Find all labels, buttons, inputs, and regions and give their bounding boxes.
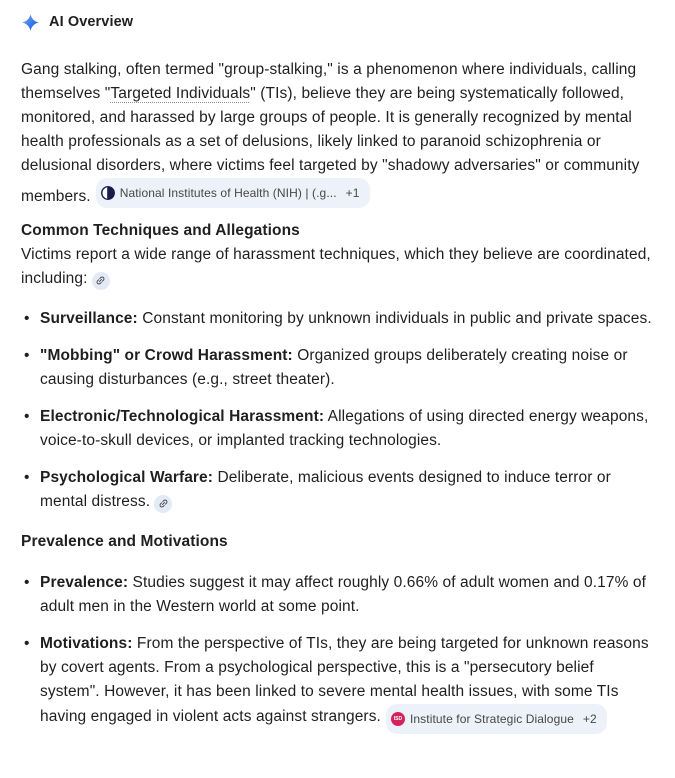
citation-more-count: +2 — [582, 712, 597, 726]
techniques-intro-paragraph — [21, 243, 653, 291]
list-item-psychological — [21, 466, 653, 514]
link-chain-icon — [155, 496, 171, 512]
targeted-individuals-link[interactable]: Targeted Individuals — [110, 85, 251, 102]
intro-paragraph — [21, 58, 653, 209]
list-item-surveillance — [21, 307, 653, 331]
link-icon-chip[interactable] — [92, 272, 110, 290]
ai-overview-title: AI Overview — [49, 14, 134, 30]
list-item-mobbing — [21, 344, 653, 392]
intro-text-pre: Gang stalking, often termed "group-stalking," is a phenomenon where individuals, calling themselves " — [21, 61, 637, 102]
ai-overview-header — [21, 12, 653, 32]
bullet-text: Deliberate, malicious events designed to induce terror or mental distress. — [40, 469, 611, 510]
citation-chip-nih[interactable] — [96, 178, 370, 208]
section-heading-prevalence: Prevalence and Motivations — [21, 533, 228, 550]
bullet-text: Constant monitoring by unknown individuals in public and private spaces. — [137, 310, 652, 327]
bullet-bold-label: Surveillance: — [40, 310, 138, 327]
ai-sparkle-icon — [21, 13, 40, 32]
bullet-bold-label: Motivations: — [40, 635, 133, 652]
citation-more-count: +1 — [345, 186, 360, 200]
list-item-motivations — [21, 632, 653, 734]
link-chain-icon — [93, 273, 109, 289]
bullet-bold-label: Electronic/Technological Harassment: — [40, 408, 325, 425]
techniques-intro-text: Victims report a wide range of harassment techniques, which they believe are coordinated, including: — [21, 246, 651, 287]
bullet-bold-label: "Mobbing" or Crowd Harassment: — [40, 347, 293, 364]
bullet-bold-label: Psychological Warfare: — [40, 469, 214, 486]
bullet-text: Allegations of using directed energy weapons, voice-to-skull devices, or implanted tracking technologies. — [40, 408, 649, 449]
citation-source-label: National Institutes of Health (NIH) | (.g... — [119, 186, 337, 200]
nih-favicon-icon — [101, 186, 115, 200]
bullet-text: Studies suggest it may affect roughly 0.66% of adult women and 0.17% of adult men in the Western world at some point. — [40, 574, 646, 615]
isd-favicon-icon — [391, 712, 405, 726]
bullet-bold-label: Prevalence: — [40, 574, 129, 591]
link-icon-chip[interactable] — [154, 495, 172, 513]
list-item-electronic — [21, 405, 653, 453]
citation-source-label: Institute for Strategic Dialogue — [409, 712, 574, 726]
intro-text-post: " (TIs), believe they are being systematically followed, monitored, and harassed by large groups of people. It is generally recognized by mental health professionals as a set of delusions, likely linked to paranoid schizophrenia or delusional disorders, where victims feel targeted by "shadowy adversaries" or community members. — [21, 85, 640, 205]
citation-chip-isd[interactable] — [386, 704, 607, 734]
list-item-prevalence — [21, 571, 653, 619]
isd-badge-text: ISD — [393, 716, 403, 722]
prevalence-list — [21, 571, 653, 734]
bullet-text: From the perspective of TIs, they are being targeted for unknown reasons by covert agents. From a psychological perspective, this is a "persecutory belief system". However, it has been linked to severe mental health issues, with some TIs having engaged in violent acts against strangers. — [40, 635, 649, 725]
techniques-list — [21, 307, 653, 514]
bullet-text: Organized groups deliberately creating noise or causing disturbances (e.g., street theater). — [40, 347, 628, 388]
section-heading-techniques: Common Techniques and Allegations — [21, 222, 300, 239]
